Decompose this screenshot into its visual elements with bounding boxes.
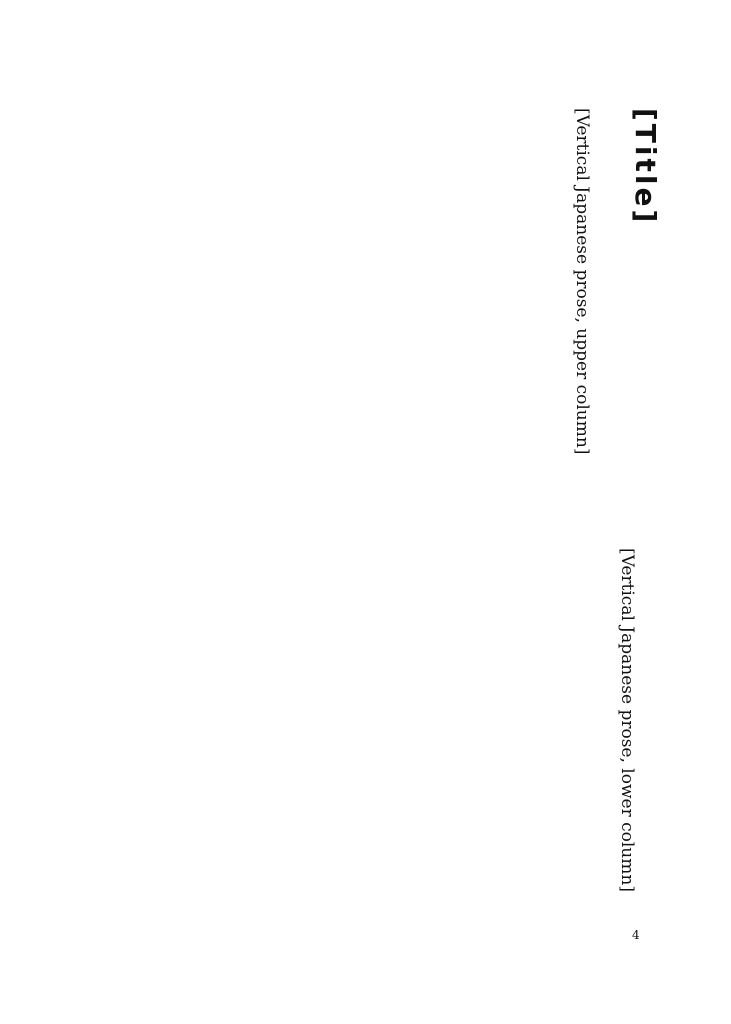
lower-text: [Vertical Japanese prose, lower column] bbox=[617, 548, 637, 892]
chapter-title: [Title] bbox=[628, 108, 662, 226]
upper-text: [Vertical Japanese prose, upper column] bbox=[572, 108, 592, 455]
page-number: 4 bbox=[632, 928, 640, 942]
upper-text-column bbox=[118, 108, 598, 468]
lower-text-column bbox=[118, 548, 643, 903]
